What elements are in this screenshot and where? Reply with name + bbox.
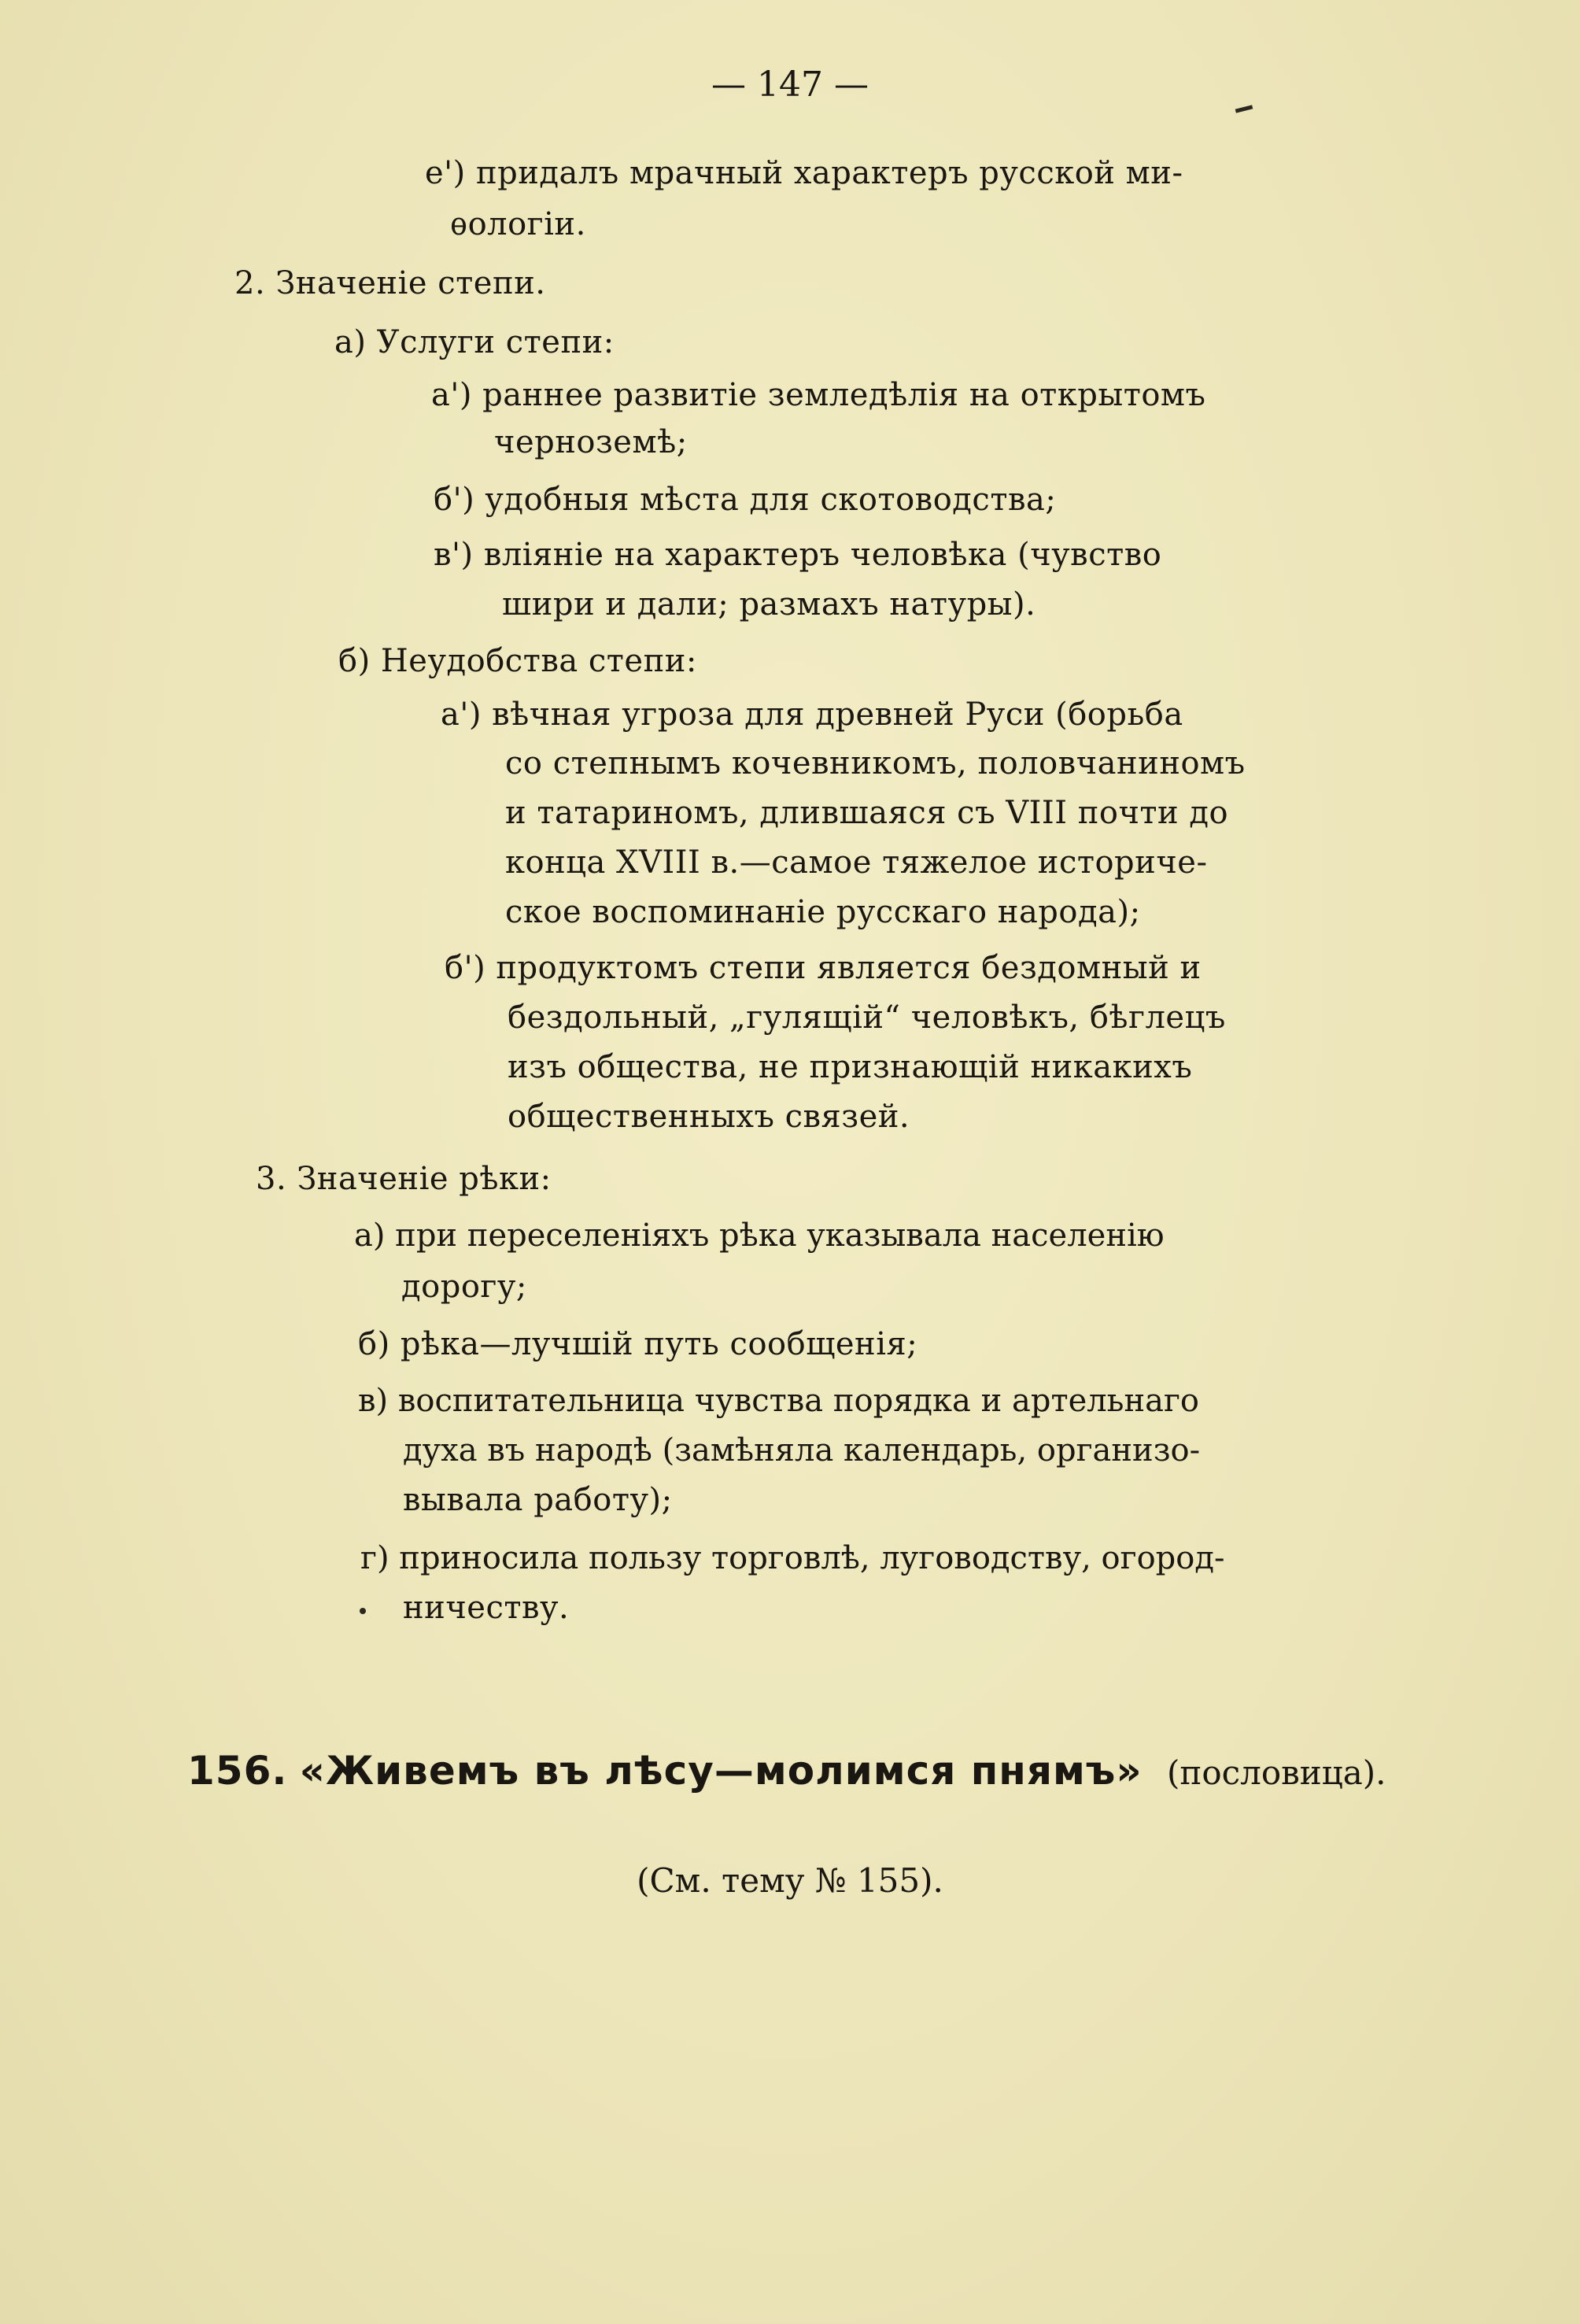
list-heading: 3. Значеніе рѣки: (256, 1161, 552, 1197)
text-line: ничеству. (403, 1590, 570, 1626)
text-line: б') удобныя мѣста для скотоводства; (434, 482, 1057, 518)
section-reference: (См. тему № 155). (637, 1861, 943, 1900)
list-subheading: а) Услуги степи: (334, 324, 615, 360)
text-line: в') вліяніе на характеръ человѣка (чувство (434, 537, 1162, 573)
text-line: e') придалъ мрачный характеръ русской ми- (425, 155, 1183, 191)
text-line: а') вѣчная угроза для древней Руси (борьба (441, 696, 1183, 733)
page-number: — 147 — (711, 65, 869, 105)
text-line: г) приносила пользу торговлѣ, луговодству, огород- (360, 1540, 1225, 1576)
ink-dot (360, 1608, 366, 1614)
text-line: со степнымъ кочевникомъ, половчаниномъ (505, 745, 1246, 781)
text-line: вывала работу); (403, 1482, 673, 1518)
text-line: а') раннее развитіе земледѣлія на открытомъ (431, 377, 1206, 413)
text-line: б') продуктомъ степи является бездомный и (445, 950, 1202, 986)
section-number: 156. (187, 1748, 288, 1794)
text-line: изъ общества, не признающій никакихъ (508, 1049, 1193, 1085)
section-note: (пословица). (1166, 1753, 1386, 1792)
text-line: б) рѣка—лучшій путь сообщенія; (358, 1326, 918, 1362)
text-line: и татариномъ, длившаяся съ VIII почти до (505, 795, 1229, 831)
text-line: бездольный, „гулящій“ человѣкъ, бѣглецъ (508, 999, 1226, 1036)
text-line: ское воспоминаніе русскаго народа); (505, 894, 1141, 930)
list-heading: 2. Значеніе степи. (234, 265, 546, 301)
text-line: а) при переселеніяхъ рѣка указывала населенію (354, 1217, 1165, 1254)
text-line: черноземѣ; (494, 424, 688, 460)
text-line: шири и дали; размахъ натуры). (502, 586, 1036, 623)
section-title-text: «Живемъ въ лѣсу—молимся пнямъ» (299, 1748, 1143, 1794)
text-line: в) воспитательница чувства порядка и артельнаго (358, 1383, 1199, 1419)
text-line: духа въ народѣ (замѣняла календарь, организо- (403, 1432, 1201, 1469)
text-line: дорогу; (401, 1269, 527, 1305)
text-line: ѳологіи. (450, 206, 586, 242)
section-title (187, 1743, 1386, 1801)
list-subheading: б) Неудобства степи: (338, 643, 697, 679)
text-line: конца XVIII в.—самое тяжелое историче- (505, 844, 1208, 881)
text-line: общественныхъ связей. (508, 1099, 910, 1135)
